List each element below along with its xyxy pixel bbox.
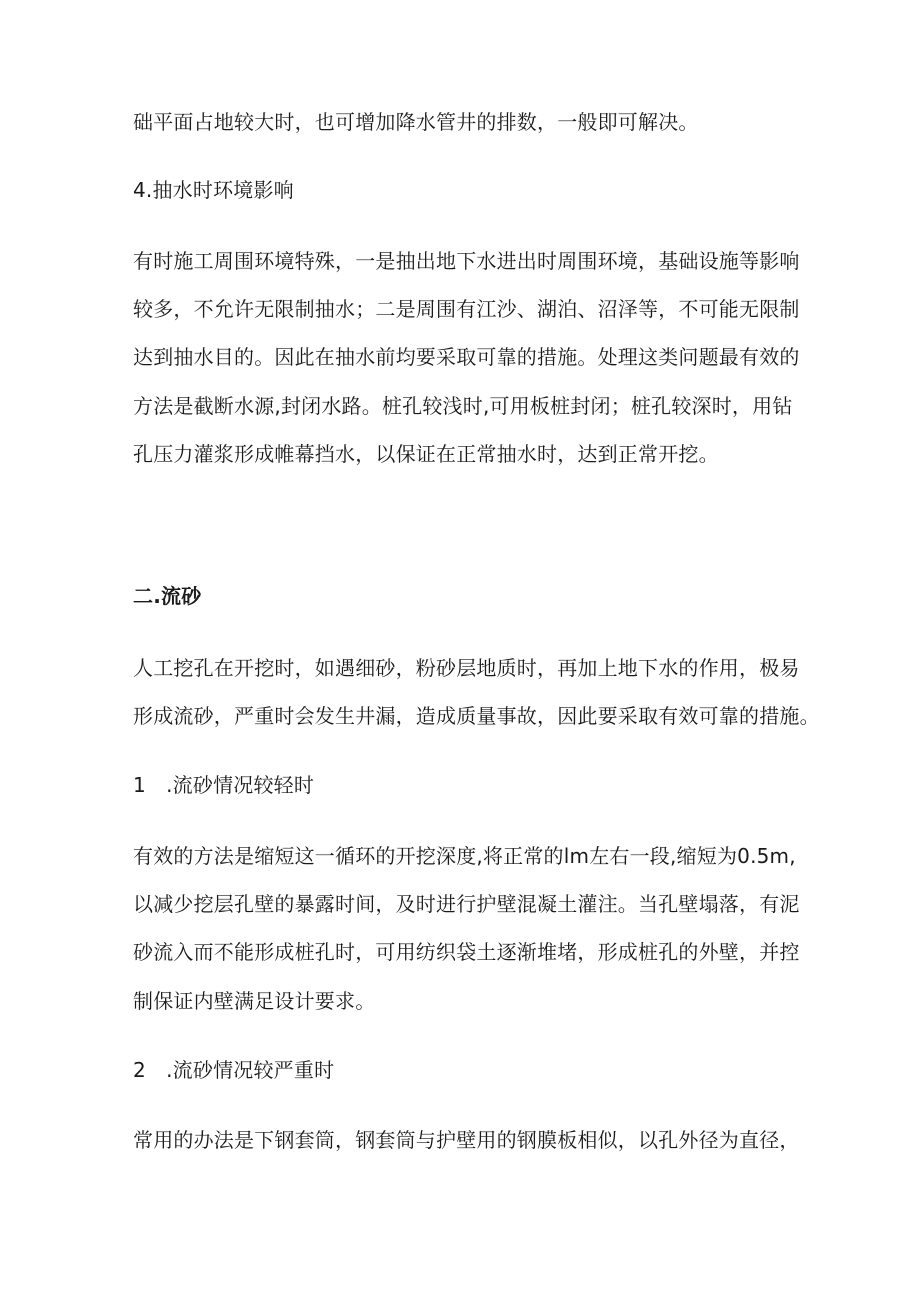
heading-quicksand-light: 1 .流砂情况较轻时 — [133, 773, 315, 797]
paragraph-environment-line: 达到抽水目的。因此在抽水前均要采取可靠的措施。处理这类问题最有效的 — [133, 345, 800, 369]
paragraph-quicksand-line: 形成流砂，严重时会发生井漏，造成质量事故，因此要采取有效可靠的措施。 — [133, 704, 820, 728]
section-heading-quicksand: 二.流砂 — [133, 584, 202, 608]
paragraph-environment-line: 较多，不允许无限制抽水；二是周围有江沙、湖泊、沼泽等，不可能无限制 — [133, 297, 800, 321]
paragraph-quicksand-light-line: 以减少挖层孔壁的暴露时间，及时进行护壁混凝土灌注。当孔壁塌落，有泥 — [133, 892, 800, 916]
paragraph-quicksand-light-line: 有效的方法是缩短这一循环的开挖深度,将正常的lm左右一段,缩短为0.5m, — [133, 844, 796, 868]
paragraph-environment-line: 有时施工周围环境特殊，一是抽出地下水进出时周围环境，基础设施等影响 — [133, 249, 800, 273]
paragraph-intro-line: 础平面占地较大时，也可增加降水管井的排数，一般即可解决。 — [133, 110, 699, 134]
paragraph-environment-line: 方法是截断水源,封闭水路。桩孔较浅时,可用板桩封闭；桩孔较深时，用钻 — [133, 394, 793, 418]
paragraph-quicksand-line: 人工挖孔在开挖时，如遇细砂，粉砂层地质时，再加上地下水的作用，极易 — [133, 656, 800, 680]
paragraph-quicksand-light-line: 制保证内壁满足设计要求。 — [133, 989, 376, 1013]
paragraph-quicksand-light-line: 砂流入而不能形成桩孔时，可用纺织袋土逐渐堆堵，形成桩孔的外壁，并控 — [133, 940, 800, 964]
heading-quicksand-severe: 2 .流砂情况较严重时 — [133, 1058, 335, 1082]
paragraph-environment-line: 孔压力灌浆形成帷幕挡水，以保证在正常抽水时，达到正常开挖。 — [133, 442, 719, 466]
heading-environment-impact: 4.抽水时环境影响 — [133, 178, 294, 202]
paragraph-quicksand-severe-line: 常用的办法是下钢套筒，钢套筒与护壁用的钢膜板相似，以孔外径为直径， — [133, 1128, 800, 1152]
